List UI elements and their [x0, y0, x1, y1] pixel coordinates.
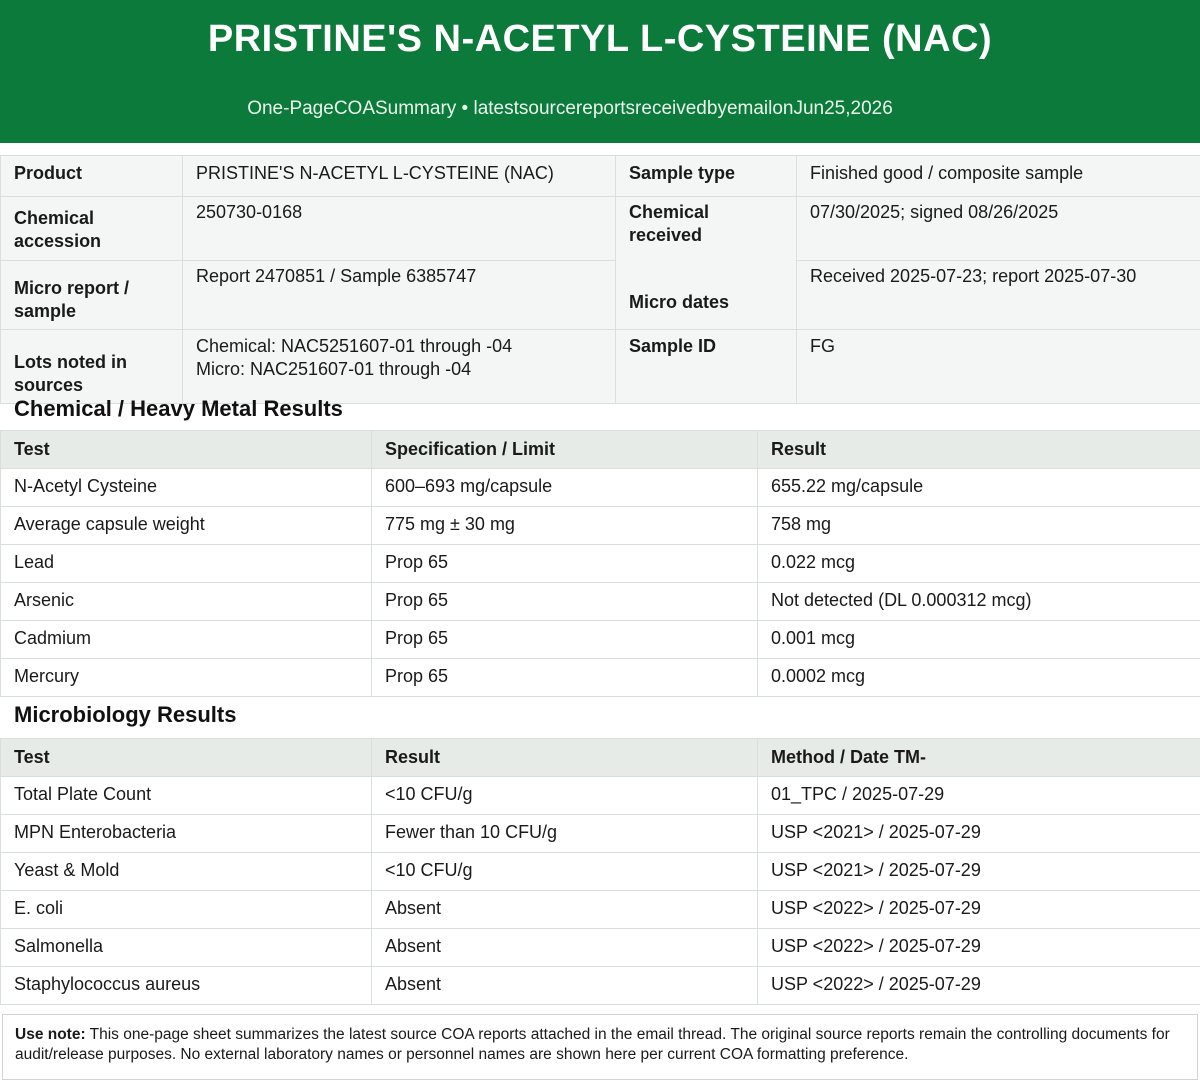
- table-row: [1, 621, 1200, 659]
- test-cell: Average capsule weight: [1, 507, 372, 545]
- method-cell: USP <2021> / 2025-07-29: [758, 815, 1200, 853]
- lots-chemical: Chemical: NAC5251607-01 through -04: [196, 336, 513, 356]
- spec-cell: Prop 65: [372, 659, 758, 697]
- test-cell: Lead: [1, 545, 372, 583]
- table-row: [1, 929, 1200, 967]
- use-note-label: Use note:: [15, 1026, 86, 1043]
- sample-id-label: Sample ID: [616, 330, 797, 404]
- table-row: [1, 777, 1200, 815]
- column-header: Test: [1, 431, 372, 469]
- chemical-accession-value: 250730-0168: [183, 197, 616, 261]
- use-note-text: This one-page sheet summarizes the latest source COA reports attached in the email thread. The original source reports remain the controlling documents for audit/release purposes. No external laboratory names or personnel names are shown here per current COA formatting preference.: [15, 1026, 1170, 1063]
- test-cell: Total Plate Count: [1, 777, 372, 815]
- result-cell: Fewer than 10 CFU/g: [372, 815, 758, 853]
- method-cell: USP <2022> / 2025-07-29: [758, 967, 1200, 1005]
- result-cell: Absent: [372, 967, 758, 1005]
- method-cell: USP <2022> / 2025-07-29: [758, 891, 1200, 929]
- lots-micro: Micro: NAC251607-01 through -04: [196, 359, 472, 379]
- result-cell: <10 CFU/g: [372, 777, 758, 815]
- micro-report-label: Micro report / sample: [1, 261, 183, 330]
- result-cell: 655.22 mg/capsule: [758, 469, 1200, 507]
- method-cell: USP <2021> / 2025-07-29: [758, 853, 1200, 891]
- column-header: Result: [758, 431, 1200, 469]
- page-title: PRISTINE'S N-ACETYL L-CYSTEINE (NAC): [207, 18, 993, 60]
- table-row: [1, 469, 1200, 507]
- test-cell: E. coli: [1, 891, 372, 929]
- table-row: [1, 545, 1200, 583]
- chemical-received-label: Chemical received: [629, 202, 710, 245]
- column-header: Method / Date TM-: [758, 739, 1200, 777]
- page-header: [0, 0, 1200, 143]
- lots-value: [183, 330, 616, 404]
- micro-dates-label: Micro dates: [629, 292, 730, 312]
- use-note: [2, 1014, 1198, 1080]
- chemical-received-micro-dates-cell: [616, 197, 797, 330]
- table-row: [1, 659, 1200, 697]
- micro-dates-value: Received 2025-07-23; report 2025-07-30: [797, 261, 1200, 330]
- column-header: Test: [1, 739, 372, 777]
- table-row: [1, 507, 1200, 545]
- chemical-accession-label: Chemical accession: [1, 197, 183, 261]
- column-header: Result: [372, 739, 758, 777]
- micro-report-value: Report 2470851 / Sample 6385747: [183, 261, 616, 330]
- table-row: [1, 891, 1200, 929]
- sample-type-value: Finished good / composite sample: [797, 156, 1200, 197]
- table-row: [1, 583, 1200, 621]
- chemical-section-title: Chemical / Heavy Metal Results: [14, 396, 343, 421]
- microbiology-results-table: [0, 738, 1200, 1005]
- result-cell: 0.022 mcg: [758, 545, 1200, 583]
- method-cell: 01_TPC / 2025-07-29: [758, 777, 1200, 815]
- sample-type-label: Sample type: [616, 156, 797, 197]
- result-cell: Not detected (DL 0.000312 mcg): [758, 583, 1200, 621]
- spec-cell: 600–693 mg/capsule: [372, 469, 758, 507]
- result-cell: 758 mg: [758, 507, 1200, 545]
- test-cell: Salmonella: [1, 929, 372, 967]
- product-value: PRISTINE'S N-ACETYL L-CYSTEINE (NAC): [183, 156, 616, 197]
- spec-cell: Prop 65: [372, 545, 758, 583]
- column-header: Specification / Limit: [372, 431, 758, 469]
- spec-cell: Prop 65: [372, 583, 758, 621]
- method-cell: USP <2022> / 2025-07-29: [758, 929, 1200, 967]
- microbiology-section-title: Microbiology Results: [14, 702, 237, 727]
- table-row: [1, 815, 1200, 853]
- test-cell: Cadmium: [1, 621, 372, 659]
- product-label: Product: [1, 156, 183, 197]
- result-cell: <10 CFU/g: [372, 853, 758, 891]
- test-cell: Yeast & Mold: [1, 853, 372, 891]
- result-cell: Absent: [372, 891, 758, 929]
- lots-label: Lots noted in sources: [1, 330, 183, 404]
- test-cell: Arsenic: [1, 583, 372, 621]
- table-row: [1, 853, 1200, 891]
- chemical-results-table: [0, 430, 1200, 697]
- spec-cell: Prop 65: [372, 621, 758, 659]
- spec-cell: 775 mg ± 30 mg: [372, 507, 758, 545]
- page-subtitle: One-PageCOASummary • latestsourcereportsreceivedbyemailonJun25,2026: [247, 98, 893, 119]
- table-row: [1, 967, 1200, 1005]
- test-cell: Mercury: [1, 659, 372, 697]
- chemical-received-value: 07/30/2025; signed 08/26/2025: [797, 197, 1200, 261]
- test-cell: Staphylococcus aureus: [1, 967, 372, 1005]
- result-cell: 0.001 mcg: [758, 621, 1200, 659]
- test-cell: N-Acetyl Cysteine: [1, 469, 372, 507]
- product-info-table: [0, 155, 1200, 404]
- sample-id-value: FG: [797, 330, 1200, 404]
- result-cell: 0.0002 mcg: [758, 659, 1200, 697]
- test-cell: MPN Enterobacteria: [1, 815, 372, 853]
- result-cell: Absent: [372, 929, 758, 967]
